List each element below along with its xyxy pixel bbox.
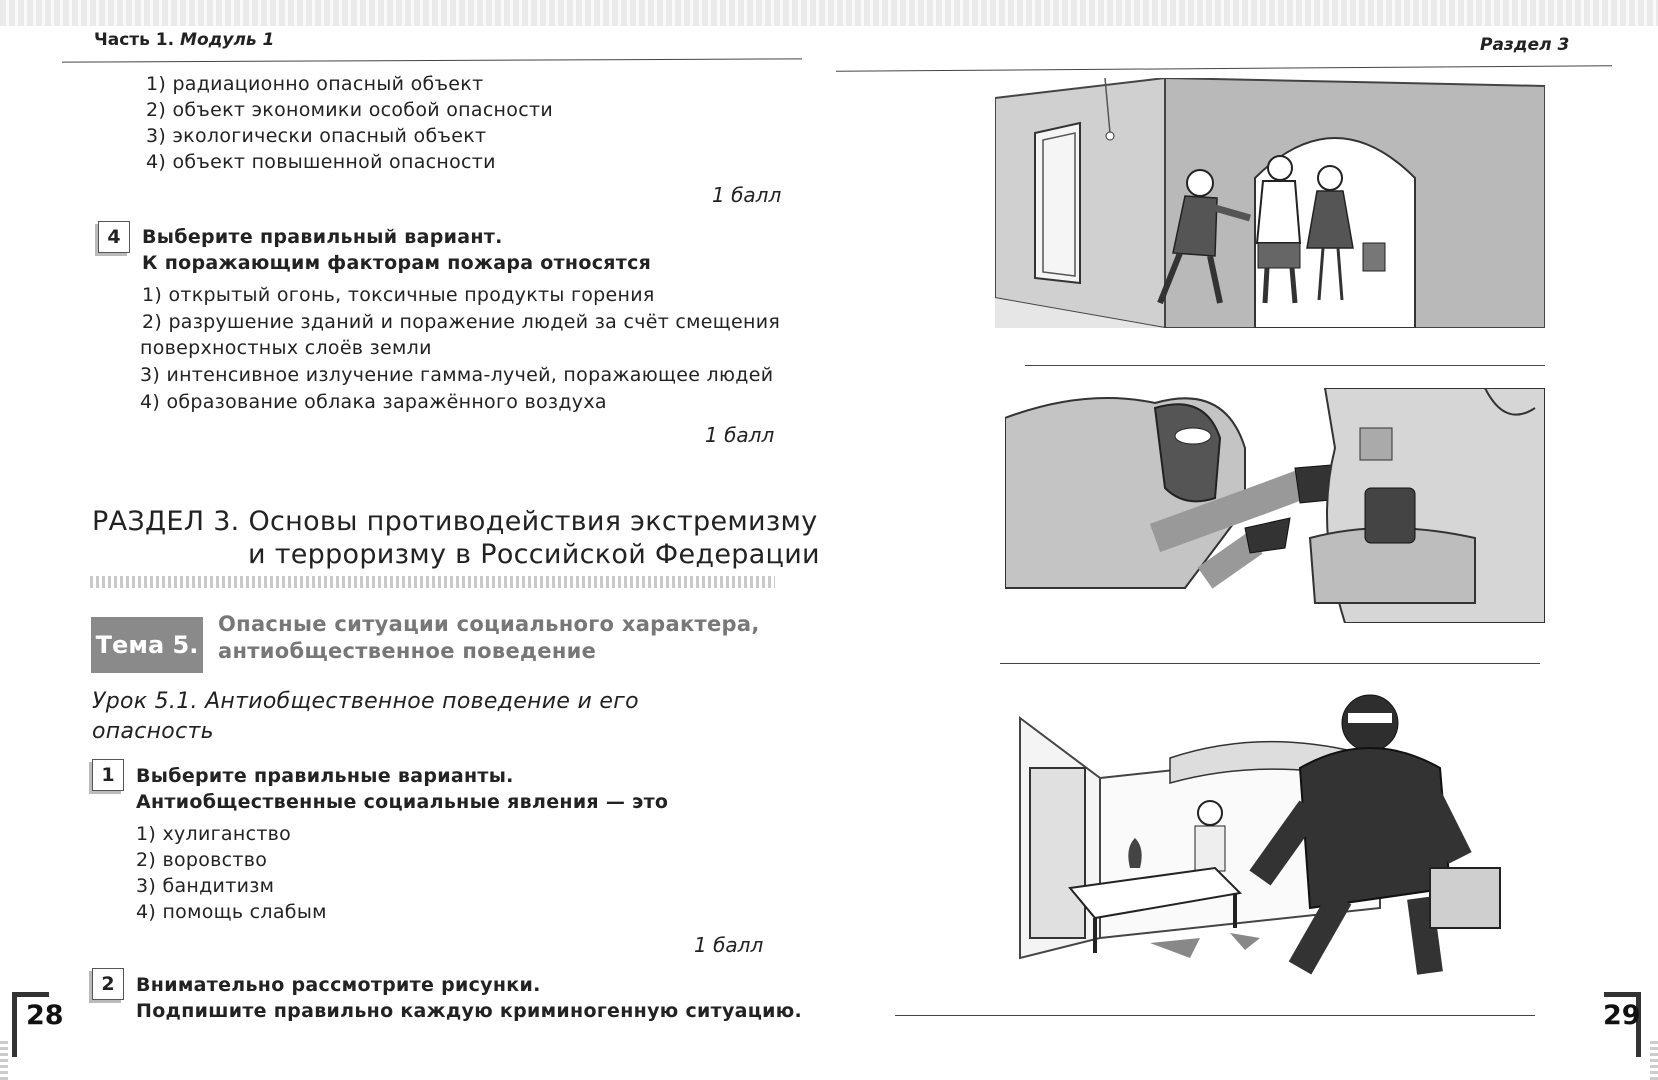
q1-score: 1 балл (694, 933, 764, 957)
running-header-right: Раздел 3 (1480, 35, 1570, 55)
section-title-line-2: и терроризму в Российской Федерации (248, 539, 820, 570)
q1-title: Выберите правильные варианты. (136, 765, 514, 787)
q1-option-4: 4) помощь слабым (136, 901, 327, 923)
separator-1 (1025, 365, 1545, 366)
separator-2 (1000, 663, 1540, 664)
q2-title: Внимательно рассмотрите рисунки. (136, 974, 541, 996)
q1-option-3: 3) бандитизм (136, 875, 275, 897)
q4-option-2: 2) разрушение зданий и поражение людей за счёт смещения (142, 311, 781, 333)
q1-option-2: 2) воровство (136, 849, 268, 871)
page-number-right: 29 (1603, 1000, 1641, 1031)
section-divider (90, 576, 775, 588)
q4-option-1: 1) открытый огонь, токсичные продукты горения (142, 284, 655, 306)
header-part: Часть 1. (94, 30, 175, 50)
q3-option-3: 3) экологически опасный объект (146, 125, 487, 147)
question-number-1: 1 (92, 759, 124, 791)
q1-subtitle: Антиобщественные социальные явления — это (136, 791, 669, 813)
illustration-children-in-passage (995, 78, 1545, 328)
separator-3 (895, 1015, 1535, 1016)
lesson-title-line-1: Урок 5.1. Антиобщественное поведение и его (92, 689, 639, 714)
q4-score: 1 балл (705, 423, 775, 447)
section-title-line-1: РАЗДЕЛ 3. Основы противодействия экстремизму (92, 506, 818, 537)
question-number-2: 2 (92, 968, 124, 1000)
q4-option-2-cont: поверхностных слоёв земли (140, 337, 432, 359)
illustration-pickpocket (1005, 388, 1545, 623)
header-rule-right (836, 65, 1612, 71)
edge-strip-right (1650, 1040, 1658, 1080)
tema-badge: Тема 5. (91, 617, 203, 673)
q4-subtitle: К поражающим факторам пожара относятся (142, 252, 652, 274)
q4-option-3: 3) интенсивное излучение гамма-лучей, поражающее людей (140, 364, 774, 386)
q1-option-1: 1) хулиганство (136, 823, 292, 845)
q2-subtitle: Подпишите правильно каждую криминогенную ситуацию. (136, 1000, 803, 1022)
tema-title-line-2: антиобщественное поведение (218, 639, 597, 663)
running-header-left (94, 30, 274, 50)
q3-option-4: 4) объект повышенной опасности (146, 151, 496, 173)
edge-strip-left (0, 1040, 8, 1080)
illustration-burglar (1000, 688, 1545, 978)
header-module: Модуль 1 (180, 30, 275, 50)
question-number-4: 4 (98, 221, 130, 253)
lesson-title-line-2: опасность (92, 719, 214, 744)
header-rule-left (62, 58, 802, 62)
left-page (0, 0, 820, 1080)
q3-score: 1 балл (712, 183, 782, 207)
q3-option-1: 1) радиационно опасный объект (146, 73, 484, 95)
q4-option-4: 4) образование облака заражённого воздуха (140, 391, 607, 413)
q4-title: Выберите правильный вариант. (142, 226, 503, 248)
tema-title-line-1: Опасные ситуации социального характера, (218, 612, 760, 636)
page-number-left: 28 (26, 1000, 64, 1031)
q3-option-2: 2) объект экономики особой опасности (146, 99, 553, 121)
